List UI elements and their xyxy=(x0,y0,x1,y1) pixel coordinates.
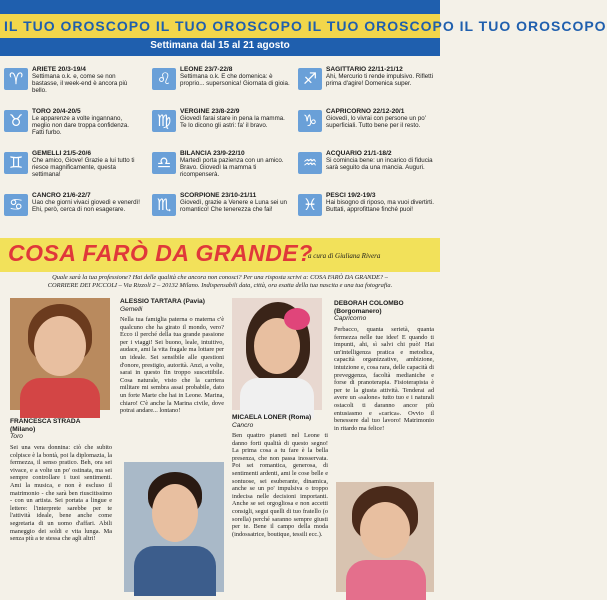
kid-name xyxy=(120,298,225,313)
kid-sign: Cancro xyxy=(232,421,254,429)
lion-icon: ♌ xyxy=(152,68,176,90)
sign-text: Martedì porta pazienza con un amico. Bravo. Giovedì la mamma ti ricompenserà. xyxy=(180,157,284,178)
kid-place: (Pavia) xyxy=(183,298,205,305)
horoscope-grid xyxy=(0,66,440,236)
fish-icon: ♓ xyxy=(298,194,322,216)
kid-sign: Capricorno xyxy=(334,315,367,323)
kid-sign: Toro xyxy=(10,433,23,441)
sign-title: PESCI 19/2-19/3 xyxy=(326,192,376,199)
sign-toro xyxy=(0,108,145,150)
sign-text: Giovedì farai stare in pena la mamma. Te lo dicono gli astri: fa' il bravo. xyxy=(180,115,285,129)
goat-icon: ♑ xyxy=(298,110,322,132)
kid-text-francesca: Sei una vera donnina: ciò che subito colpisce è la bontà, poi la diplomazia, la fermezza, il senso pratico. Beh, ora sei vivace, e a volte un po' ostinata, ma sei sempre controllare i tuoi sentimenti. Ami la musica, e non è escluso il matrimonio - che sarà ben riuscitissimo - con un artista. Sei portata a lingue e lettere: l'interprete sarebbe per te l'attività ideale, bene anche come segretaria di un uomo d'affari. Abili maneggio dei soldi e vita lunga. Ma senza più a te stessa che agli altri! xyxy=(10,444,112,543)
sign-ariete xyxy=(0,66,145,108)
sign-cancro xyxy=(0,192,145,234)
sign-vergine xyxy=(148,108,293,150)
water-bearer-icon: ♒ xyxy=(298,152,322,174)
sign-pesci xyxy=(294,192,439,234)
sign-text: Giovedì, grazie a Venere e Luna sei un romantico! Che tenerezza che fai! xyxy=(180,199,287,213)
sign-title: VERGINE 23/8-22/9 xyxy=(180,108,240,115)
sign-title: TORO 20/4-20/5 xyxy=(32,108,81,115)
banner-subtitle xyxy=(0,40,440,51)
kid-place: (Roma) xyxy=(288,414,312,421)
scales-icon: ♎ xyxy=(152,152,176,174)
sign-leone xyxy=(148,66,293,108)
ram-icon: ♈ xyxy=(4,68,28,90)
sign-sagittario xyxy=(294,66,439,108)
sign-title: ACQUARIO 21/1-18/2 xyxy=(326,150,392,157)
kid-name xyxy=(10,418,110,441)
sign-text: Settimana o.k. E che domenica: è proprio... supersonica! Giornata di gioia. xyxy=(180,73,290,87)
feature-credit: a cura di Giuliana Rivera xyxy=(308,252,381,260)
week-range: Settimana dal 15 al 21 agosto xyxy=(140,39,300,52)
kid-place: (Milano) xyxy=(10,425,36,433)
sign-text: Giovedì, lo vivrai con persone un po' superficiali. Tutto bene per il resto. xyxy=(326,115,426,129)
sign-title: SAGITTARIO 22/11-21/12 xyxy=(326,66,403,73)
sign-bilancia xyxy=(148,150,293,192)
sign-gemelli xyxy=(0,150,145,192)
kid-text-micaela: Ben quattro pianeti nel Leone ti danno forti qualità di questo segno! La prima cosa a tu fare è la bella presenza, che non passa inosservata. Poi sei romantica, generosa, di sentimenti ardenti, ami le cose belle e sontuose, sei esuberante, dinamica, anche se un po' impulsiva o troppo indecisa nelle decisioni importanti. Anche se sei orgogliosa e non accetti consigli, segui quelli di tuo fratello (o sorella) perché saranno sempre giusti per te. Bene il campo della moda (indossatrice, boutique, tessili ecc.). xyxy=(232,432,328,538)
sign-text: Che amico, Giove! Grazie a lui tutto ti riesce magnificamente, questa settimana! xyxy=(32,157,135,178)
sign-scorpione xyxy=(148,192,293,234)
kid-text-alessio: Nella tua famiglia paterna o materna c'è qualcuno che ha girato il mondo, vero? Ecco il perché della tua grande passione per i viaggi! Sei buono, leale, intuitivo, audace, ami la vita fragale ma lottare per un ideale. Sei sensibile alle questioni d'onore, prestigio, autorità. Anzi, a volte, sarai in questo fin troppo suscettibile. Cosa naturale, visto che la carriera militare mi sembra assai probabile, dato un forte Marte che hai in Leone. Marina, chiaro! C'è anche la Marina civile, dove potrai andare... lontano! xyxy=(120,316,224,415)
sign-title: SCORPIONE 23/10-21/11 xyxy=(180,192,257,199)
bull-icon: ♉ xyxy=(4,110,28,132)
kid-text-deborah: Perbacco, quanta serietà, quanta fermezza nelle tue idee! E quando ti impunti, ahi, sì salvi chi può! Hai un'intelligenza pratica e metodica, capacità organizzative, ambizione, intuizione e, cosa rara, delle capacità di preveggenza, facoltà medianiche e forse di pranoterapia. Fisioterapista è per te la giusta attività. Tenderai ad avere un «salone» tutto tuo e i naturali ostacoli ti daranno ancor più entusiasmo e «carica». Ovvio il benessere dal tuo lavoro! Matrimonio in ritardo ma felice! xyxy=(334,326,434,432)
feature-title: COSA FARÒ DA GRANDE? xyxy=(8,240,313,266)
sign-title: CANCRO 21/6-22/7 xyxy=(32,192,91,199)
sign-text: Settimana o.k. e, come se non bastasse, il week-end è ancora più bello. xyxy=(32,73,128,94)
sign-acquario xyxy=(294,150,439,192)
feature-header xyxy=(0,238,440,272)
kid-sign: Gemelli xyxy=(120,305,143,313)
sign-text: Le apparenze a volte ingannano, meglio non dare troppa confidenza. Fatti furbo. xyxy=(32,115,130,136)
kid-name-alessio: ALESSIO TARTARA xyxy=(120,298,182,305)
photo-micaela xyxy=(232,298,322,410)
virgin-icon: ♍ xyxy=(152,110,176,132)
kid-name-micaela: MICAELA LONER xyxy=(232,414,287,421)
kid-name-deborah: DEBORAH COLOMBO xyxy=(334,300,404,307)
kid-name xyxy=(334,300,434,323)
photo-boy xyxy=(124,462,224,592)
crab-icon: ♋ xyxy=(4,194,28,216)
sign-title: LEONE 23/7-22/8 xyxy=(180,66,233,73)
kid-name xyxy=(232,414,327,429)
photo-girl xyxy=(336,482,434,592)
scorpion-icon: ♏ xyxy=(152,194,176,216)
sign-text: Ahi, Mercurio ti rende impulsivo. Rifletti prima d'agire! Domenica super. xyxy=(326,73,433,87)
twins-icon: ♊ xyxy=(4,152,28,174)
photo-alessio xyxy=(10,298,110,410)
sign-capricorno xyxy=(294,108,439,150)
feature-intro: Quale sarà la tua professione? Hai delle qualità che ancora non conosci? Per una risposta scrivi a: COSA FARÒ DA GRANDE? – CORRIERE DEI PICCOLI – Via Rizzoli 2 – 20132 Milano. Indispensabili data, città, ora esatta della tua nascita e una tua fotografia. xyxy=(47,274,393,289)
sign-title: ARIETE 20/3-19/4 xyxy=(32,66,86,73)
kid-place: (Borgomanero) xyxy=(334,307,382,315)
sign-title: BILANCIA 23/9-22/10 xyxy=(180,150,245,157)
banner-strip xyxy=(0,14,607,38)
kid-name-francesca: FRANCESCA STRADA xyxy=(10,418,81,425)
sign-text: Si comincia bene: un incarico di fiducia sarà seguito da una mancia. Auguri. xyxy=(326,157,433,171)
archer-icon: ♐ xyxy=(298,68,322,90)
banner-strip-text: IL TUO OROSCOPO IL TUO OROSCOPO IL TUO OROSCOPO IL TUO OROSCOPO xyxy=(4,18,607,34)
sign-text: Hai bisogno di riposo, ma vuoi divertirti. Buttati, approfittane finché puoi! xyxy=(326,199,434,213)
sign-title: CAPRICORNO 22/12-20/1 xyxy=(326,108,405,115)
horoscope-banner xyxy=(0,0,607,56)
sign-title: GEMELLI 21/5-20/6 xyxy=(32,150,91,157)
sign-text: Uao che giorni vivaci giovedì e venerdì! Ehi, però, cerca di non esagerare. xyxy=(32,199,140,213)
